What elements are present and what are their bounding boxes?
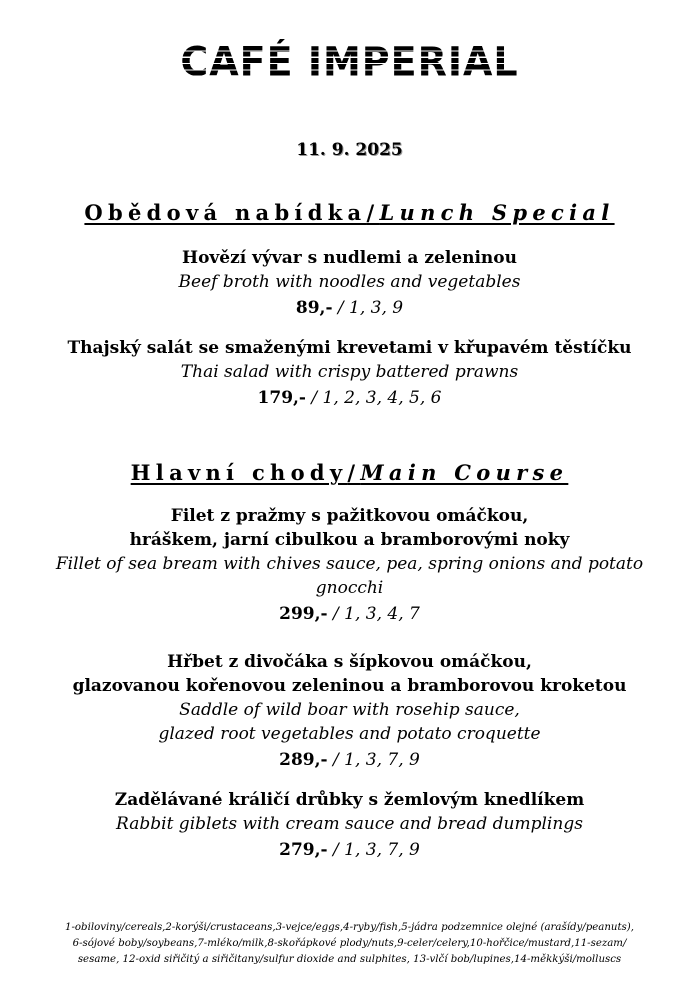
allergen-legend-line: sesame, 12-oxid siřičitý a siřičitany/sulfur dioxide and sulphites, 13-vlčí bob/lupines,14-měkkýši/molluscs (77, 954, 622, 965)
cafe-imperial-logo (0, 39, 699, 85)
menu-date: 11. 9. 2025 (296, 140, 403, 160)
dish-price: 179,- (257, 388, 306, 408)
dish-name-cz-line1: Filet z pražmy s pažitkovou omáčkou, (170, 506, 529, 526)
dish-price: 299,- (279, 604, 328, 624)
dish-name-cz: Zadělávané králičí drůbky s žemlovým knedlíkem (114, 790, 585, 810)
allergen-legend-line: 6-sójové boby/soybeans,7-mléko/milk,8-skořápkové plody/nuts,9-celer/celery,10-hořčice/mustard,11-sezam/ (72, 938, 627, 949)
dish-allergens: / 1, 3, 7, 9 (327, 750, 420, 770)
dish-price-line (0, 746, 699, 774)
dish-name-en: Thai salad with crispy battered prawns (180, 362, 519, 382)
menu-item (0, 650, 699, 774)
dish-name-cz-line2: glazovanou kořenovou zeleninou a bramborovou kroketou (72, 676, 627, 696)
dish-name-en: Beef broth with noodles and vegetables (178, 272, 521, 292)
dish-price-line (0, 836, 699, 864)
dish-price-line (0, 294, 699, 322)
menu-item (0, 336, 699, 412)
dish-price: 289,- (279, 750, 328, 770)
dish-name-en: Rabbit giblets with cream sauce and bread dumplings (116, 814, 583, 834)
allergen-legend (0, 920, 699, 968)
dish-name-cz: Thajský salát se smaženými krevetami v křupavém těstíčku (67, 338, 632, 358)
dish-allergens: / 1, 3, 9 (332, 298, 404, 318)
main-section-title (0, 460, 699, 485)
main-title-separator: / (347, 460, 361, 485)
logo-text: CAFÉ IMPERIAL (180, 38, 519, 86)
allergen-legend-line: 1-obiloviny/cereals,2-korýši/crustaceans,3-vejce/eggs,4-ryby/fish,5-jádra podzemnice olejné (arašídy/peanuts), (65, 922, 634, 933)
dish-name-en-line1: Saddle of wild boar with rosehip sauce, (179, 700, 520, 720)
dish-allergens: / 1, 3, 7, 9 (327, 840, 420, 860)
dish-name-cz-line2: hráškem, jarní cibulkou a bramborovými noky (129, 530, 570, 550)
dish-name-cz: Hovězí vývar s nudlemi a zeleninou (182, 248, 517, 268)
lunch-section-title (0, 200, 699, 225)
dish-allergens: / 1, 2, 3, 4, 5, 6 (306, 388, 442, 408)
menu-item (0, 246, 699, 322)
menu-item (0, 788, 699, 864)
dish-price: 279,- (279, 840, 328, 860)
main-title-en: Main Course (360, 460, 569, 485)
dish-name-en: Fillet of sea bream with chives sauce, pea, spring onions and potato gnocchi (55, 554, 644, 598)
dish-name-cz-line1: Hřbet z divočáka s šípkovou omáčkou, (167, 652, 532, 672)
lunch-title-cz: Obědová nabídka (84, 200, 367, 225)
lunch-title-en: Lunch Special (379, 200, 615, 225)
dish-price-line (0, 384, 699, 412)
menu-item (0, 504, 699, 628)
dish-allergens: / 1, 3, 4, 7 (327, 604, 420, 624)
dish-price-line (0, 600, 699, 628)
dish-name-en-line2: glazed root vegetables and potato croquette (158, 724, 541, 744)
main-title-cz: Hlavní chody (130, 460, 348, 485)
dish-price: 89,- (295, 298, 333, 318)
lunch-title-separator: / (366, 200, 380, 225)
